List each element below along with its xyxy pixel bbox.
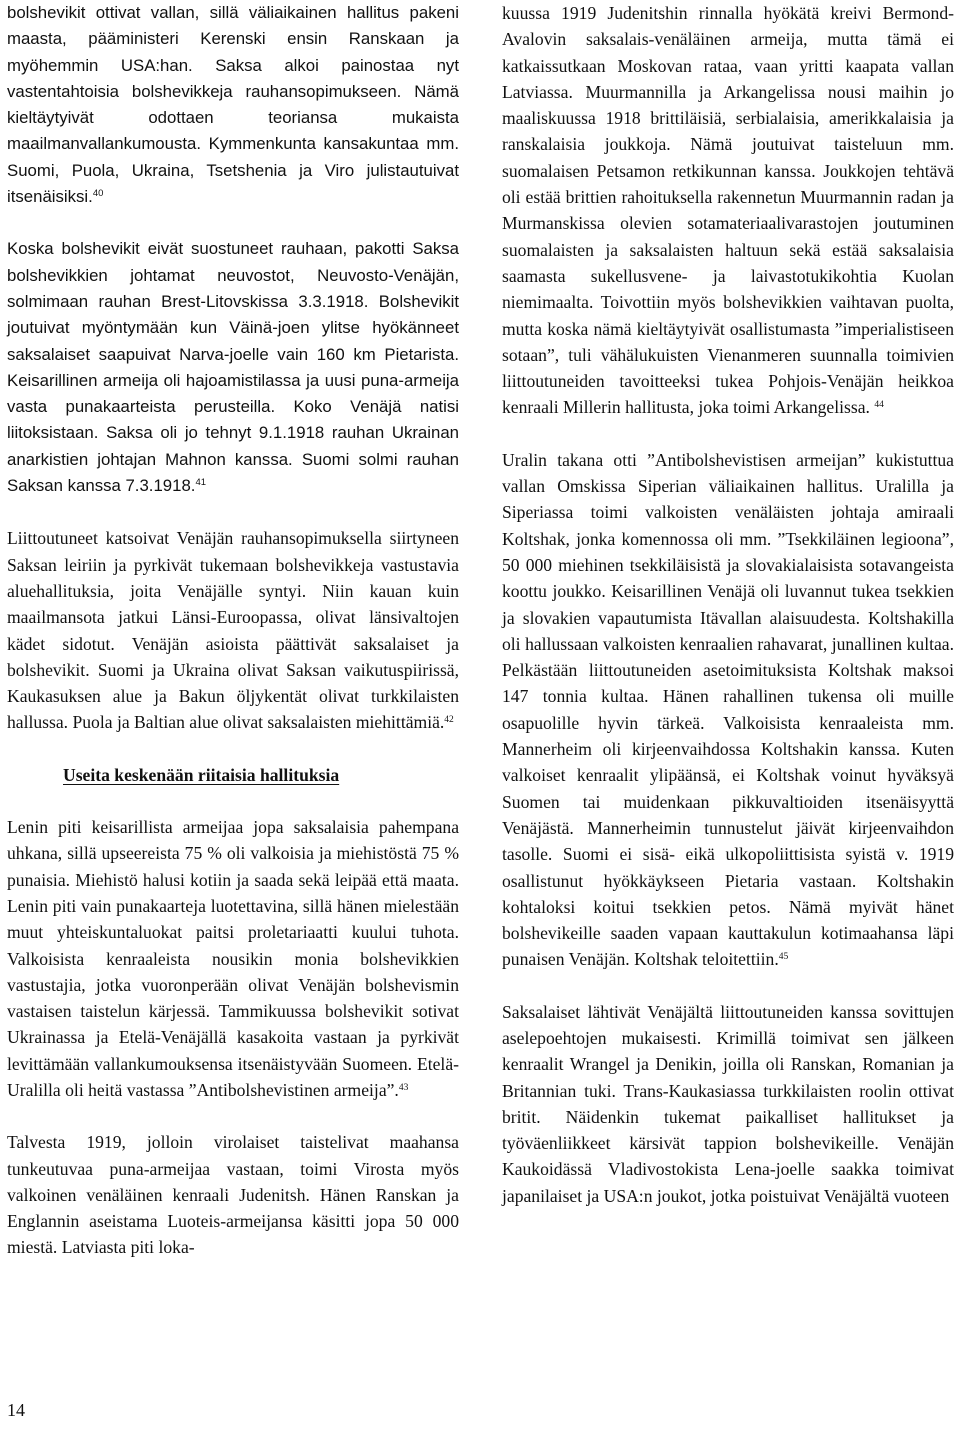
paragraph-text: Lenin piti keisarillista armeijaa jopa saksalaisia pahempana uhkana, sillä upseereista 75 % oli valkoisia ja miehistöstä 75 % punaisia. Miehistö halusi kotiin ja saada sekä leipää että maata. Lenin piti vain punakaarteja luotettavina, sillä hänen mielestään muut yhteiskuntaluokat paitsi proletariaatti kuului tuhota. Valkoisista kenraaleista nousikin monia bolshevikkien vastustajia, jotka vuoronperään olivat Venäjän bolshevismin vastaisen taistelun kärjessä. Tammikuussa bolshevikit sotivat Ukrainassa ja Etelä-Venäjällä kasakoita vastaan ja pyrkivät levittämään vallankumouksensa itsenäistyvään Suomeen. Etelä-Uralilla oli heitä vastassa ”Antibolshevistinen armeija”. <box>7 817 459 1100</box>
paragraph <box>7 0 459 210</box>
paragraph-text: Uralin takana otti ”Antibolshevistisen armeijan” kukistuttua vallan Omskissa Siperian väliaikainen hallitus. Uralilla ja Siperiassa toimi valkoisten venäläisten johtaja amiraali Koltshak, jonka komennossa oli mm. ”Tsekkiläinen legioona”, 50 000 miehinen tsekkiläisistä ja slovakialaisista sotavangeista koottu joukko. Keisarillinen Venäjä oli luvannut tukea tsekkien ja slovakien vapautumista Itävallan alaisuudesta. Koltshakilla oli hallussaan valkoisten kenraalien rahavarat, junallinen kultaa. Pelkästään liittoutuneiden asetoimituksista Koltshak maksoi 147 tonnia kultaa. Hänen rahallinen tukensa oli muille osapuolille hyvin tärkeä. Valkoisista kenraaleista mm. Mannerheim oli kirjeenvaihdossa Koltshakin kanssa. Kuten valkoiset kenraalit ylipäänsä, ei Koltshak voinut hyväksyä Suomen tai muidenkaan pikkuvaltioiden itsenäisyyttä Venäjästä. Mannerheimin tunnustelut jäivät kirjeenvaihdon tasolle. Suomi ei sisä- eikä ulkopoliittisista syistä v. 1919 osallistunut hyökkäykseen Pietaria vastaan. Koltshakin kohtaloksi koitui tsekkien petos. Nämä myivät hänet bolshevikeille saaden vapaan kauttakulun kotimaahansa läpi punaisen Venäjän. Koltshak teloitettiin. <box>502 449 954 970</box>
paragraph-text: Koska bolshevikit eivät suostuneet rauhaan, pakotti Saksa bolshevikkien johtamat neuvostot, Neuvosto-Venäjän, solmimaan rauhan Brest-Litovskissa 3.3.1918. Bolshevikit joutuivat myöntymään kun Väinä-joen ylitse hyökänneet saksalaiset saapuivat Narva-joelle vain 160 km Pietarista. Keisarillinen armeija oli hajoamistilassa ja uusi puna-armeija vasta punakaarteista perusteilla. Koko Venäjä natisi liitoksistaan. Saksa oli jo tehnyt 9.1.1918 rauhan Ukrainan anarkistien johtajan Mahnon kanssa. Suomi solmi rauhan Saksan kanssa 7.3.1918. <box>7 239 459 496</box>
footnote-marker: 44 <box>874 400 884 411</box>
paragraph <box>502 0 954 421</box>
paragraph <box>7 1129 459 1260</box>
footnote-marker: 45 <box>778 952 789 963</box>
footnote-marker: 42 <box>444 715 454 726</box>
paragraph-text: kuussa 1919 Judenitshin rinnalla hyökätä kreivi Bermond-Avalovin saksalais-venäläinen armeija, mutta tämä ei katkaissutkaan Moskovan rataa, vaan yritti kaapata vallan Latviassa. Muurmannilla ja Arkangelissa nousi maihin jo maaliskuussa 1918 brittiläisiä, serbialaisia, amerikkalaisia ja ranskalaisia joukkoja. Nämä joutuivat taisteluun mm. suomalaisen Petsamon retkikunnan kanssa. Joukkojen tehtävä oli estää brittien rahoituksella rakennetun Muurmannin radan ja Murmanskissa olevien sotamateriaalivarastojen joutuminen suomalaisten ja saksalaisten haltuun sekä estää saksalaisia saamasta sukellusvene- ja laivastotukikohtia Kuolan niemimaalta. Toivottiin myös bolshevikkien vaihtavan puolta, mutta koska nämä kieltäytyivät osallistumasta ”imperialistiseen sotaan”, tuli vähälukuisten Vienanmeren suunnalla toimivien liittoutuneiden tavoitteeksi tukea Pohjois-Venäjän heikkoa kenraali Millerin hallitusta, joka toimi Arkangelissa. <box>502 3 954 418</box>
footnote-marker: 41 <box>195 477 207 489</box>
page-number: 14 <box>7 1400 25 1420</box>
paragraph-text: Liittoutuneet katsoivat Venäjän rauhansopimuksella siirtyneen Saksan leiriin ja pyrkivät tukemaan bolshevikkeja vastustavia aluehallituksia, joita Venäjälle syntyi. Niin kauan kuin maailmansota jatkui Länsi-Euroopassa, olivat länsivaltojen kädet sidotut. Venäjän asioista päättivät saksalaiset ja bolshevikit. Suomi ja Ukraina olivat Saksan vaikutuspiirissä, Kaukasuksen alue ja Bakun öljykentät olivat turkkilaisten hallussa. Puola ja Baltian alue olivat saksalaisten miehittämiä. <box>7 528 459 733</box>
paragraph <box>502 999 954 1209</box>
left-column <box>7 0 459 1287</box>
right-column <box>502 0 954 1235</box>
section-heading <box>7 762 459 788</box>
paragraph <box>7 814 459 1103</box>
paragraph <box>7 236 459 499</box>
paragraph <box>7 525 459 735</box>
paragraph <box>502 447 954 973</box>
footnote-marker: 40 <box>92 188 104 200</box>
paragraph-text: Talvesta 1919, jolloin virolaiset taistelivat maahansa tunkeutuvaa puna-armeijaa vastaan, toimi Virosta myös valkoinen venäläinen kenraali Judenitsh. Hänen Ranskan ja Englannin aseistama Luoteis-armeijansa käsitti jopa 50 000 miestä. Latviasta piti loka- <box>7 1132 459 1258</box>
paragraph-text: bolshevikit ottivat vallan, sillä väliaikainen hallitus pakeni maasta, pääministeri Kerenski ensin Ranskaan ja myöhemmin USA:han. Saksa alkoi painostaa nyt vastentahtoisia bolshevikkeja rauhansopimukseen. Nämä kieltäytyivät odottaen teoriansa mukaista maailmanvallankumousta. Kymmenkunta kansakuntaa mm. Suomi, Puola, Ukraina, Tsetshenia ja Viro julistautuivat itsenäisiksi. <box>7 3 459 207</box>
paragraph-text: Saksalaiset lähtivät Venäjältä liittoutuneiden kanssa sovittujen aselepoehtojen mukaisesti. Krimillä toimivat sen jälkeen kenraalit Wrangel ja Denikin, joilla oli Ranskan, Romanian ja Britannian tuki. Trans-Kaukasiassa turkkilaisten roolin ottivat britit. Näidenkin tukemat paikalliset hallitukset ja työväenliikkeet kärsivät tappion bolshevikeille. Venäjän Kaukoidässä Vladivostokista Lena-joelle saakka toimivat japanilaiset ja USA:n joukot, jotka poistuivat Venäjältä vuoteen <box>502 1001 954 1206</box>
section-heading-text: Useita keskenään riitaisia hallituksia <box>63 764 340 785</box>
footnote-marker: 43 <box>398 1082 409 1093</box>
